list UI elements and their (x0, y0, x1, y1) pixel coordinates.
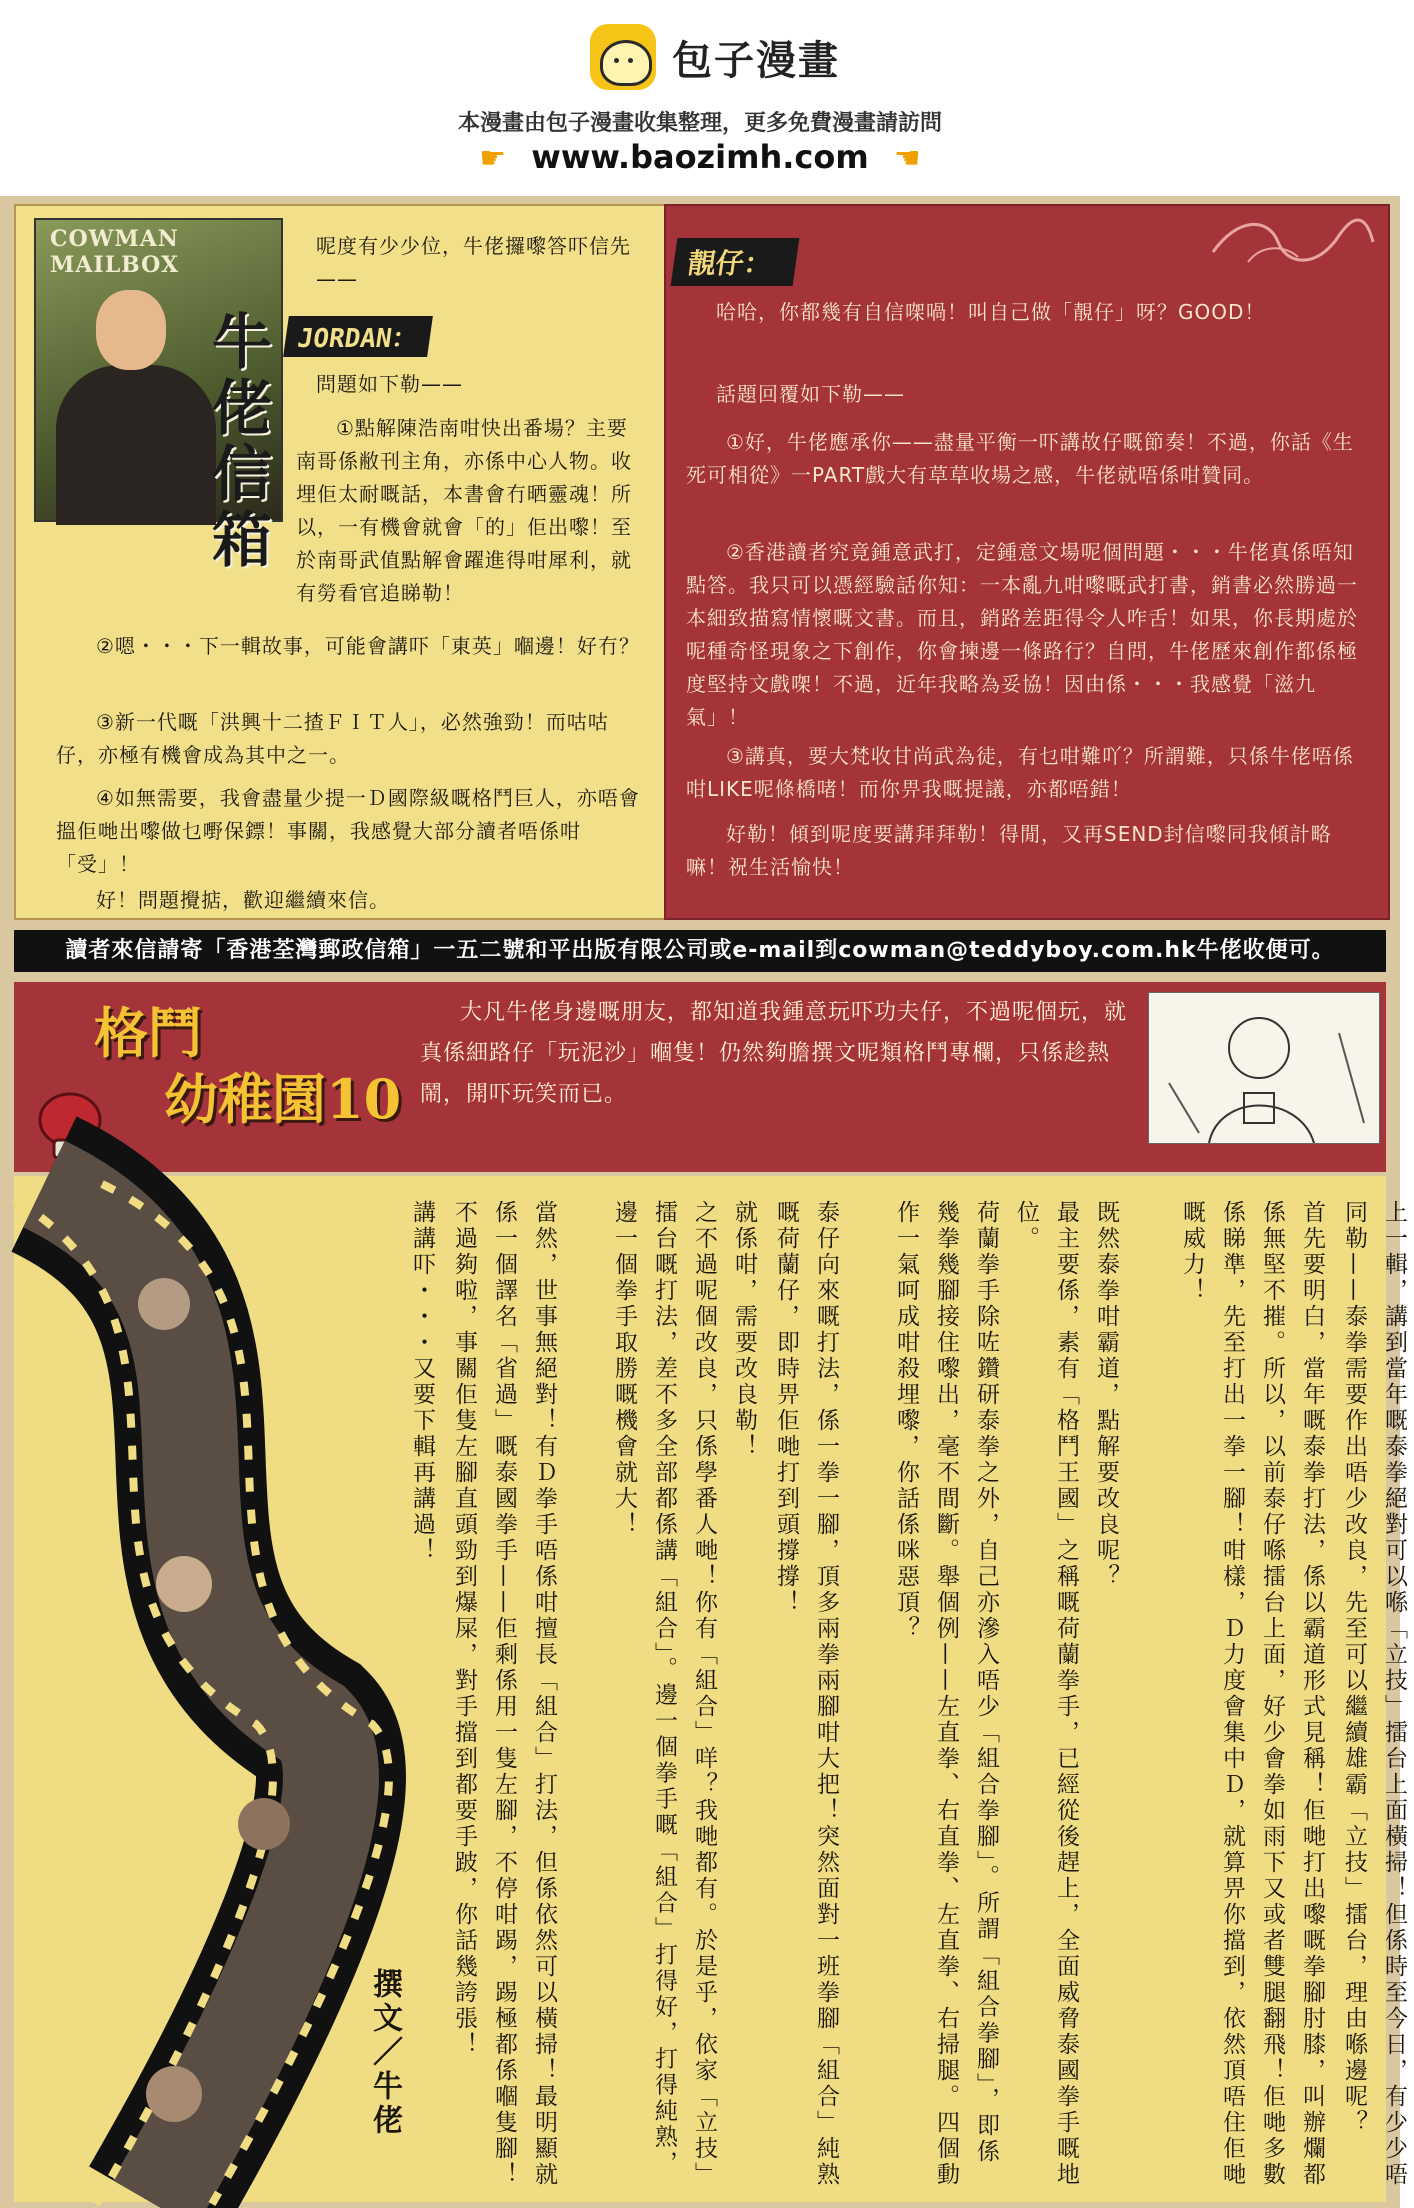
article-paragraph-5: 荷蘭拳手除咗鑽研泰拳之外，自己亦滲入唔少「組合拳腳」。所謂「組合拳腳」，即係幾拳幾腳接住嚟出，毫不間斷。舉個例——左直拳、右直拳、左直拳、右掃腿。四個動作一氣呵成咁殺埋嚟，你話係咪惡頂？ (893, 1200, 999, 2188)
article-paragraph-9: 當然，世事無絕對！有Ｄ拳手唔係咁擅長「組合」打法，但係依然可以橫掃！最明顯就係一個譯名「省過」嘅泰國拳手——佢剩係用一隻左腳，不停咁踢，踢極都係嗰隻腳！不過夠啦，事關佢隻左腳直頭勁到爆屎，對手擋到都要手跛，你話幾誇張！ (451, 1200, 557, 2188)
site-url-link[interactable]: www.baozimh.com (531, 138, 869, 176)
column-title-line-2: 幼稚園10 (164, 1067, 402, 1131)
bun-logo-icon (590, 24, 656, 90)
author-sketch-image (1148, 992, 1380, 1144)
mail-address-strip: 讀者來信請寄「香港荃灣郵政信箱」一五二號和平出版有限公司或e-mail到cowman@teddyboy.com.hk牛佬收便可。 (14, 930, 1386, 972)
mailbox-closing: 好！問題攪掂，歡迎繼續來信。 (96, 888, 390, 912)
fight-photo-film-strip (14, 1164, 374, 2204)
article-paragraph-7: 就係咁，需要改良勒！ (731, 1200, 757, 1460)
reply-reader-tag: 靚仔： (671, 238, 800, 286)
logo-text: 包子漫畫 (672, 37, 840, 84)
reply-panel (664, 204, 1390, 920)
article-paragraph-2: 首先要明白，當年嘅泰拳打法，係以霸道形式見稱！佢哋打出嚟嘅拳腳肘膝，叫辦爛都係無堅不摧。所以，以前泰仔喺擂台上面，好少會拳如雨下又或者雙腿翻飛！佢哋多數係睇準，先至打出一拳一腳！咁樣，Ｄ力度會集中Ｄ，就算畀你擋到，依然頂唔住佢哋嘅威力！ (1179, 1200, 1325, 2188)
banner-url-line[interactable] (0, 138, 1400, 176)
site-banner (0, 0, 1400, 196)
article-paragraph-4: 最主要係，素有「格鬥王國」之稱嘅荷蘭拳手，已經從後趕上，全面威脅泰國拳手嘅地位。 (1013, 1200, 1079, 2188)
article-paragraph-6: 泰仔向來嘅打法，係一拳一腳，頂多兩拳兩腳咁大把！突然面對一班拳腳「組合」純熟嘅荷蘭仔，即時畀佢哋打到頭撐撐！ (773, 1200, 839, 2188)
reply-header: 話題回覆如下勒—— (716, 382, 905, 406)
pointing-hand-right-icon: ☛ (479, 141, 507, 176)
article-paragraph-8: 之不過呢個改良，只係學番人哋！你有「組合」咩？我哋都有。於是乎，依家「立技」擂台嘅打法，差不多全部都係講「組合」。邊一個拳手嘅「組合」打得好，打得純熟，邊一個拳手取勝嘅機會就大！ (611, 1200, 717, 2188)
article-byline: 撰文／牛佬 (367, 1968, 402, 2138)
article-paragraph-1: 上一輯，講到當年嘅泰拳絕對可以喺「立技」擂台上面橫掃！但係時至今日，有少少唔同勒——泰拳需要作出唔少改良，先至可以繼續雄霸「立技」擂台，理由喺邊呢？ (1341, 1200, 1407, 2188)
banner-subtitle: 本漫畫由包子漫畫收集整理，更多免費漫畫請訪問 (457, 111, 942, 136)
column-intro: 大凡牛佬身邊嘅朋友，都知道我鍾意玩吓功夫仔，不過呢個玩，就真係細路仔「玩泥沙」嗰隻！仍然夠膽撰文呢類格鬥專欄，只係趁熱鬧，開吓玩笑而已。 (420, 1000, 1128, 1107)
reply-answer-3: ③講真，要大梵收甘尚武為徒，有乜咁難吖？所謂難，只係牛佬唔係咁LIKE呢條橋啫！而你畀我嘅提議，亦都唔錯！ (686, 744, 1354, 801)
reply-answer-1: ①好，牛佬應承你——盡量平衡一吓講故仔嘅節奏！不過，你話《生死可相從》一PART戲大有草草收場之感，牛佬就唔係咁贊同。 (686, 430, 1354, 487)
pointing-hand-left-icon: ☚ (893, 141, 921, 176)
question-4: ④如無需要，我會盡量少提一Ｄ國際級嘅格鬥巨人，亦唔會搵佢哋出嚟做乜嘢保鏢！事關，我感覺大部分讀者唔係咁「受」！ (56, 786, 640, 876)
magazine-page (0, 196, 1407, 2208)
article-paragraph-3: 既然泰拳咁霸道，點解要改良呢？ (1093, 1200, 1119, 1590)
column-title-line-1: 格鬥 (94, 1001, 202, 1065)
question-header: 問題如下勒—— (316, 372, 463, 396)
question-2: ②嗯・・・下一輯故事，可能會講吓「東英」嗰邊！好冇？ (96, 634, 640, 658)
mailbox-column-name: 牛佬信箱 (212, 308, 272, 576)
article-paragraph-10: 講講吓・・・又要下輯再講過！ (409, 1200, 435, 1564)
question-3: ③新一代嘅「洪興十二揸ＦＩＴ人」，必然強勁！而咕咕仔，亦極有機會成為其中之一。 (56, 710, 609, 767)
reply-intro: 哈哈，你都幾有自信㗎喎！叫自己做「靚仔」呀？GOOD！ (716, 300, 1266, 324)
mailbox-intro: 呢度有少少位，牛佬攞嚟答吓信先—— (316, 234, 631, 291)
reply-closing: 好勒！傾到呢度要講拜拜勒！得閒，又再SEND封信嚟同我傾計略嘛！祝生活愉快！ (686, 822, 1332, 879)
mailbox-photo-title: COWMAN MAILBOX (50, 226, 180, 278)
decorative-swirl-icon (1208, 212, 1378, 272)
question-1: ①點解陳浩南咁快出番場？主要南哥係敝刊主角，亦係中心人物。收埋佢太耐嘅話，本書會冇晒靈魂！所以，一有機會就會「的」佢出嚟！至於南哥武值點解會躍進得咁犀利，就有勞看官追睇勒！ (296, 416, 632, 605)
mailbox-photo (34, 218, 283, 576)
column-header (14, 982, 1386, 1172)
mailbox-panel (14, 204, 668, 920)
site-logo[interactable] (590, 22, 840, 92)
article-body (14, 1176, 1407, 2202)
reader-name-tag: JORDAN： (283, 316, 433, 357)
reply-answer-2: ②香港讀者究竟鍾意武打，定鍾意文場呢個問題・・・牛佬真係唔知點答。我只可以憑經驗話你知：一本亂九咁嚟嘅武打書，銷書必然勝過一本細致描寫情懷嘅文書。而且，銷路差距得令人咋舌！如果，你長期處於呢種奇怪現象之下創作，你會揀邊一條路行？自問，牛佬歷來創作都係極度堅持文戲㗎！不過，近年我略為妥協！因由係・・・我感覺「滋九氣」！ (686, 540, 1358, 729)
